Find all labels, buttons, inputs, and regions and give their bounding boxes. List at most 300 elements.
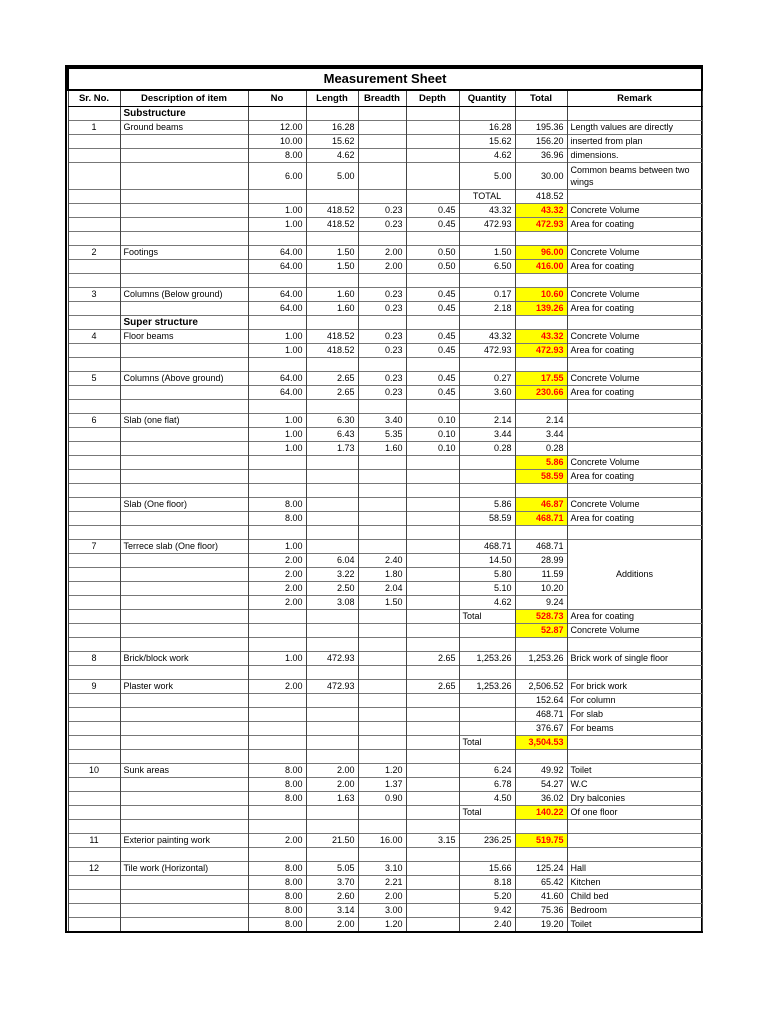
cell-length — [306, 456, 358, 470]
cell-total: 2,506.52 — [515, 680, 567, 694]
cell-depth — [406, 820, 459, 834]
cell-breadth: 2.00 — [358, 890, 406, 904]
table-row — [68, 918, 702, 932]
cell-length — [306, 107, 358, 121]
cell-remark: Brick work of single floor — [567, 652, 702, 666]
cell-breadth — [358, 498, 406, 512]
cell-no: 64.00 — [248, 246, 306, 260]
cell-length — [306, 722, 358, 736]
table-row — [68, 190, 702, 204]
table-row — [68, 288, 702, 302]
table-row — [68, 610, 702, 624]
cell-no: 2.00 — [248, 568, 306, 582]
cell-sr-no: 2 — [68, 246, 120, 260]
cell-no — [248, 400, 306, 414]
cell-length — [306, 232, 358, 246]
header-sr-no: Sr. No. — [68, 90, 120, 107]
cell-total: 2.14 — [515, 414, 567, 428]
cell-description — [120, 568, 248, 582]
cell-quantity: 43.32 — [459, 204, 515, 218]
cell-sr-no — [68, 344, 120, 358]
cell-quantity: Total — [459, 610, 515, 624]
cell-description — [120, 274, 248, 288]
cell-total: 11.59 — [515, 568, 567, 582]
cell-no — [248, 848, 306, 862]
cell-sr-no — [68, 204, 120, 218]
cell-description — [120, 344, 248, 358]
cell-quantity — [459, 694, 515, 708]
cell-description: Brick/block work — [120, 652, 248, 666]
cell-total: 17.55 — [515, 372, 567, 386]
cell-breadth: 1.50 — [358, 596, 406, 610]
cell-description — [120, 428, 248, 442]
table-row — [68, 218, 702, 232]
cell-total: 28.99 — [515, 554, 567, 568]
cell-description — [120, 694, 248, 708]
cell-no: 1.00 — [248, 428, 306, 442]
cell-description — [120, 876, 248, 890]
cell-depth: 0.10 — [406, 414, 459, 428]
cell-breadth — [358, 274, 406, 288]
cell-total: 1,253.26 — [515, 652, 567, 666]
cell-depth: 0.10 — [406, 442, 459, 456]
cell-length: 5.05 — [306, 862, 358, 876]
cell-total — [515, 820, 567, 834]
cell-description — [120, 708, 248, 722]
cell-sr-no — [68, 554, 120, 568]
cell-length — [306, 820, 358, 834]
cell-length — [306, 274, 358, 288]
cell-no — [248, 708, 306, 722]
cell-length: 6.04 — [306, 554, 358, 568]
header-row — [68, 90, 702, 107]
cell-description — [120, 890, 248, 904]
cell-remark: Common beams between two wings — [567, 163, 702, 190]
cell-depth — [406, 610, 459, 624]
cell-quantity: 8.18 — [459, 876, 515, 890]
cell-no: 64.00 — [248, 288, 306, 302]
cell-remark — [567, 442, 702, 456]
cell-breadth: 2.21 — [358, 876, 406, 890]
cell-sr-no — [68, 722, 120, 736]
cell-length — [306, 498, 358, 512]
cell-no — [248, 666, 306, 680]
spacer-row — [68, 820, 702, 834]
cell-total: 3.44 — [515, 428, 567, 442]
cell-sr-no — [68, 163, 120, 190]
cell-depth: 0.45 — [406, 372, 459, 386]
cell-quantity: 6.78 — [459, 778, 515, 792]
cell-total: 472.93 — [515, 344, 567, 358]
cell-breadth — [358, 652, 406, 666]
cell-no — [248, 456, 306, 470]
table-row — [68, 736, 702, 750]
cell-length: 2.50 — [306, 582, 358, 596]
cell-length: 3.14 — [306, 904, 358, 918]
cell-depth — [406, 107, 459, 121]
cell-quantity: 1.50 — [459, 246, 515, 260]
cell-remark: Concrete Volume — [567, 372, 702, 386]
cell-remark — [567, 638, 702, 652]
cell-no — [248, 316, 306, 330]
cell-length: 2.00 — [306, 778, 358, 792]
cell-remark: Toilet — [567, 764, 702, 778]
cell-quantity — [459, 274, 515, 288]
cell-no — [248, 638, 306, 652]
cell-description: Columns (Above ground) — [120, 372, 248, 386]
cell-remark — [567, 820, 702, 834]
cell-depth: 0.50 — [406, 260, 459, 274]
cell-no: 1.00 — [248, 330, 306, 344]
cell-breadth — [358, 736, 406, 750]
cell-sr-no — [68, 386, 120, 400]
cell-description: Slab (One floor) — [120, 498, 248, 512]
cell-total: 0.28 — [515, 442, 567, 456]
cell-length: 2.60 — [306, 890, 358, 904]
cell-quantity: 468.71 — [459, 540, 515, 554]
cell-description — [120, 610, 248, 624]
cell-breadth — [358, 610, 406, 624]
cell-depth: 0.45 — [406, 288, 459, 302]
cell-remark: Concrete Volume — [567, 624, 702, 638]
cell-sr-no: 4 — [68, 330, 120, 344]
cell-total: 10.60 — [515, 288, 567, 302]
cell-sr-no: 3 — [68, 288, 120, 302]
table-row — [68, 372, 702, 386]
cell-description — [120, 582, 248, 596]
cell-total — [515, 484, 567, 498]
cell-remark: Concrete Volume — [567, 456, 702, 470]
table-row — [68, 149, 702, 163]
cell-quantity: 5.10 — [459, 582, 515, 596]
header-description: Description of item — [120, 90, 248, 107]
cell-sr-no: 10 — [68, 764, 120, 778]
cell-depth — [406, 750, 459, 764]
cell-description — [120, 918, 248, 932]
cell-breadth: 0.23 — [358, 302, 406, 316]
cell-sr-no — [68, 596, 120, 610]
cell-no: 1.00 — [248, 652, 306, 666]
cell-quantity: 58.59 — [459, 512, 515, 526]
cell-length: 3.70 — [306, 876, 358, 890]
cell-description — [120, 232, 248, 246]
table-row — [68, 260, 702, 274]
cell-length — [306, 694, 358, 708]
cell-total: 472.93 — [515, 218, 567, 232]
cell-breadth — [358, 848, 406, 862]
cell-no: 1.00 — [248, 540, 306, 554]
cell-length — [306, 736, 358, 750]
cell-depth — [406, 121, 459, 135]
cell-total: 468.71 — [515, 540, 567, 554]
cell-sr-no — [68, 582, 120, 596]
cell-sr-no — [68, 820, 120, 834]
cell-total: 195.36 — [515, 121, 567, 135]
cell-depth: 0.45 — [406, 302, 459, 316]
cell-no — [248, 470, 306, 484]
cell-sr-no: 6 — [68, 414, 120, 428]
cell-no: 1.00 — [248, 344, 306, 358]
cell-breadth: 0.23 — [358, 330, 406, 344]
cell-breadth — [358, 638, 406, 652]
cell-quantity — [459, 624, 515, 638]
cell-breadth: 2.40 — [358, 554, 406, 568]
cell-total: 416.00 — [515, 260, 567, 274]
header-length: Length — [306, 90, 358, 107]
cell-no — [248, 232, 306, 246]
cell-remark — [567, 834, 702, 848]
cell-description — [120, 204, 248, 218]
sheet-title: Measurement Sheet — [68, 68, 702, 90]
cell-length: 1.60 — [306, 302, 358, 316]
cell-breadth: 0.23 — [358, 204, 406, 218]
cell-description: Sunk areas — [120, 764, 248, 778]
cell-sr-no — [68, 806, 120, 820]
cell-total: 156.20 — [515, 135, 567, 149]
cell-quantity — [459, 722, 515, 736]
cell-no: 8.00 — [248, 498, 306, 512]
cell-remark: Area for coating — [567, 302, 702, 316]
cell-length — [306, 708, 358, 722]
spacer-row — [68, 232, 702, 246]
cell-remark: Area for coating — [567, 218, 702, 232]
cell-length: 1.73 — [306, 442, 358, 456]
cell-quantity: TOTAL — [459, 190, 515, 204]
cell-sr-no — [68, 890, 120, 904]
cell-remark: Concrete Volume — [567, 204, 702, 218]
cell-sr-no — [68, 428, 120, 442]
cell-description: Tile work (Horizontal) — [120, 862, 248, 876]
cell-length: 2.00 — [306, 764, 358, 778]
cell-depth: 0.45 — [406, 344, 459, 358]
cell-depth — [406, 568, 459, 582]
cell-breadth: 1.37 — [358, 778, 406, 792]
cell-breadth: 3.40 — [358, 414, 406, 428]
cell-breadth — [358, 135, 406, 149]
cell-sr-no: 8 — [68, 652, 120, 666]
cell-quantity: 2.14 — [459, 414, 515, 428]
cell-description — [120, 820, 248, 834]
cell-depth — [406, 400, 459, 414]
cell-no — [248, 806, 306, 820]
cell-quantity: 3.44 — [459, 428, 515, 442]
table-row — [68, 428, 702, 442]
table-row — [68, 456, 702, 470]
cell-breadth: 0.23 — [358, 288, 406, 302]
cell-remark: Area for coating — [567, 260, 702, 274]
cell-total: 49.92 — [515, 764, 567, 778]
cell-quantity: 4.50 — [459, 792, 515, 806]
cell-no: 64.00 — [248, 302, 306, 316]
cell-description — [120, 638, 248, 652]
cell-sr-no: 7 — [68, 540, 120, 554]
cell-description — [120, 666, 248, 680]
cell-sr-no — [68, 638, 120, 652]
cell-sr-no — [68, 750, 120, 764]
cell-description: Terrece slab (One floor) — [120, 540, 248, 554]
header-quantity: Quantity — [459, 90, 515, 107]
cell-breadth: 2.04 — [358, 582, 406, 596]
cell-total: 519.75 — [515, 834, 567, 848]
cell-sr-no — [68, 848, 120, 862]
cell-length — [306, 190, 358, 204]
table-row — [68, 652, 702, 666]
cell-remark — [567, 400, 702, 414]
cell-quantity — [459, 820, 515, 834]
cell-remark: Area for coating — [567, 470, 702, 484]
cell-remark: Area for coating — [567, 610, 702, 624]
table-row — [68, 694, 702, 708]
cell-total: 43.32 — [515, 330, 567, 344]
section-row — [68, 316, 702, 330]
cell-breadth — [358, 722, 406, 736]
cell-depth — [406, 526, 459, 540]
cell-sr-no — [68, 694, 120, 708]
cell-depth — [406, 512, 459, 526]
cell-total: 41.60 — [515, 890, 567, 904]
cell-depth — [406, 316, 459, 330]
cell-sr-no — [68, 190, 120, 204]
cell-length: 6.30 — [306, 414, 358, 428]
cell-length: 4.62 — [306, 149, 358, 163]
cell-length — [306, 610, 358, 624]
cell-depth — [406, 498, 459, 512]
cell-quantity: 5.80 — [459, 568, 515, 582]
measurement-table — [67, 67, 703, 931]
cell-description: Exterior painting work — [120, 834, 248, 848]
cell-sr-no — [68, 107, 120, 121]
cell-length — [306, 540, 358, 554]
cell-remark — [567, 484, 702, 498]
cell-total: 5.86 — [515, 456, 567, 470]
cell-depth — [406, 554, 459, 568]
table-row — [68, 792, 702, 806]
cell-breadth — [358, 456, 406, 470]
cell-total — [515, 400, 567, 414]
cell-total: 58.59 — [515, 470, 567, 484]
table-row — [68, 680, 702, 694]
cell-sr-no — [68, 274, 120, 288]
cell-sr-no — [68, 666, 120, 680]
cell-breadth — [358, 232, 406, 246]
cell-description — [120, 260, 248, 274]
cell-breadth — [358, 163, 406, 190]
cell-quantity: 14.50 — [459, 554, 515, 568]
cell-total — [515, 107, 567, 121]
cell-no — [248, 722, 306, 736]
cell-no: 64.00 — [248, 260, 306, 274]
cell-quantity — [459, 400, 515, 414]
cell-remark: Concrete Volume — [567, 498, 702, 512]
cell-quantity: 0.27 — [459, 372, 515, 386]
cell-length: 1.50 — [306, 260, 358, 274]
cell-description — [120, 190, 248, 204]
cell-description — [120, 512, 248, 526]
cell-total — [515, 274, 567, 288]
cell-depth — [406, 708, 459, 722]
table-row — [68, 498, 702, 512]
cell-no: 2.00 — [248, 834, 306, 848]
cell-total — [515, 358, 567, 372]
cell-length: 2.65 — [306, 372, 358, 386]
cell-depth — [406, 274, 459, 288]
header-total: Total — [515, 90, 567, 107]
cell-sr-no — [68, 624, 120, 638]
cell-total: 230.66 — [515, 386, 567, 400]
cell-remark: For column — [567, 694, 702, 708]
cell-remark — [567, 190, 702, 204]
cell-depth — [406, 666, 459, 680]
cell-no: 1.00 — [248, 442, 306, 456]
cell-no: 2.00 — [248, 680, 306, 694]
cell-total: 376.67 — [515, 722, 567, 736]
cell-length: 6.43 — [306, 428, 358, 442]
cell-no: 1.00 — [248, 414, 306, 428]
cell-description — [120, 750, 248, 764]
cell-description — [120, 163, 248, 190]
cell-no: 1.00 — [248, 204, 306, 218]
cell-no — [248, 107, 306, 121]
cell-depth — [406, 484, 459, 498]
cell-total: 3,504.53 — [515, 736, 567, 750]
cell-quantity: 43.32 — [459, 330, 515, 344]
cell-breadth: 2.00 — [358, 260, 406, 274]
cell-total: 125.24 — [515, 862, 567, 876]
cell-no: 2.00 — [248, 596, 306, 610]
cell-total — [515, 666, 567, 680]
cell-length: 1.63 — [306, 792, 358, 806]
cell-breadth: 3.10 — [358, 862, 406, 876]
cell-description — [120, 806, 248, 820]
table-row — [68, 876, 702, 890]
cell-breadth — [358, 107, 406, 121]
cell-no — [248, 820, 306, 834]
cell-sr-no — [68, 904, 120, 918]
cell-description — [120, 149, 248, 163]
cell-sr-no — [68, 512, 120, 526]
cell-quantity — [459, 316, 515, 330]
cell-sr-no — [68, 260, 120, 274]
cell-quantity: Total — [459, 736, 515, 750]
cell-length — [306, 316, 358, 330]
cell-description — [120, 722, 248, 736]
cell-no — [248, 610, 306, 624]
cell-remark: Hall — [567, 862, 702, 876]
cell-depth — [406, 232, 459, 246]
cell-quantity: 1,253.26 — [459, 680, 515, 694]
cell-length: 3.08 — [306, 596, 358, 610]
cell-no: 64.00 — [248, 372, 306, 386]
cell-quantity: 6.24 — [459, 764, 515, 778]
cell-description — [120, 778, 248, 792]
cell-sr-no — [68, 610, 120, 624]
cell-quantity: 0.17 — [459, 288, 515, 302]
cell-total: 9.24 — [515, 596, 567, 610]
cell-depth: 2.65 — [406, 652, 459, 666]
cell-breadth: 1.20 — [358, 918, 406, 932]
cell-description: Footings — [120, 246, 248, 260]
table-row — [68, 834, 702, 848]
cell-total: 36.96 — [515, 149, 567, 163]
cell-breadth: 0.23 — [358, 372, 406, 386]
cell-depth — [406, 876, 459, 890]
cell-quantity — [459, 526, 515, 540]
cell-quantity: 5.00 — [459, 163, 515, 190]
cell-no: 8.00 — [248, 918, 306, 932]
cell-no — [248, 358, 306, 372]
cell-no: 8.00 — [248, 792, 306, 806]
cell-depth — [406, 904, 459, 918]
